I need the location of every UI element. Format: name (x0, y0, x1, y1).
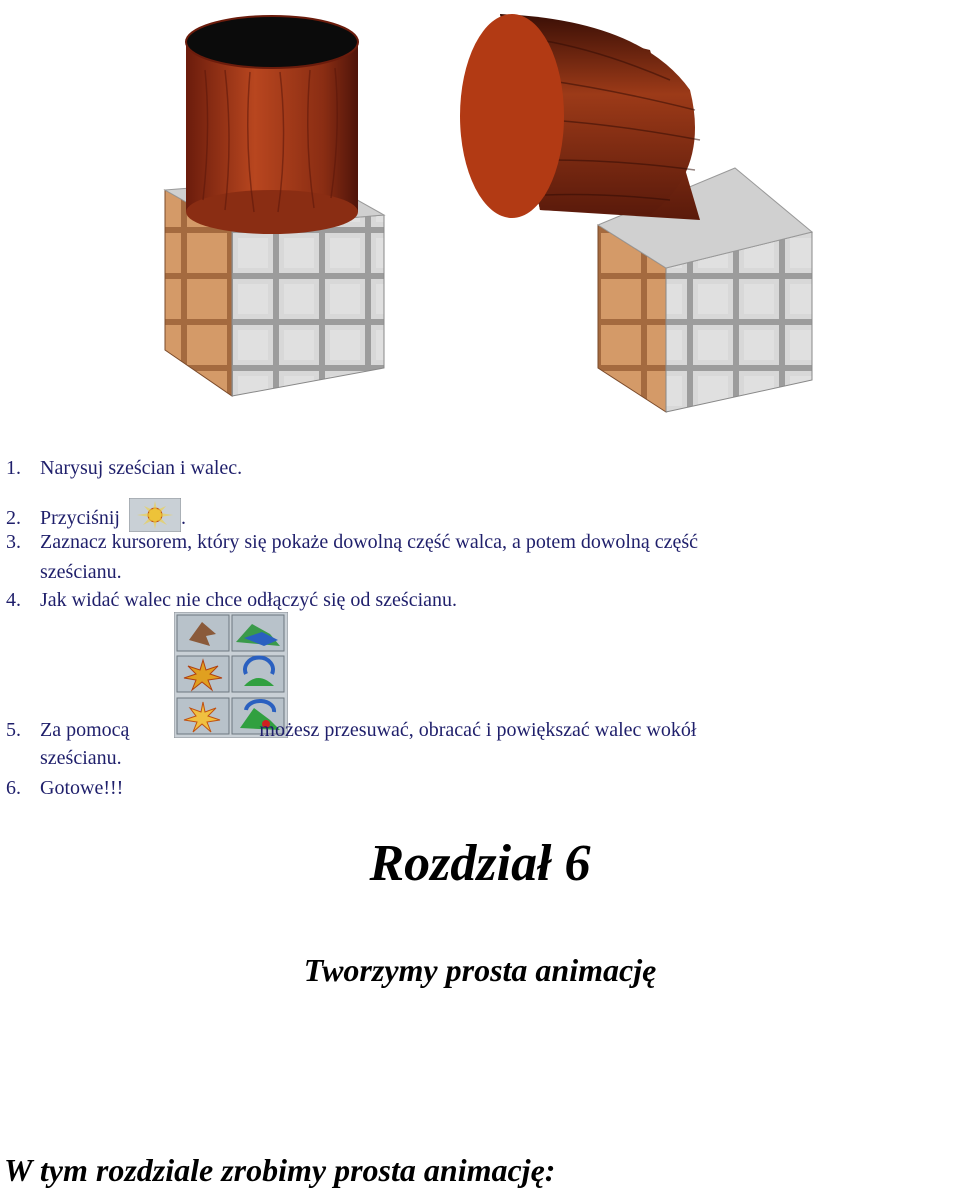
step-text: Narysuj sześcian i walec. (40, 457, 243, 479)
step-number: 5. (6, 719, 21, 741)
chapter-intro: W tym rozdziale zrobimy prosta animację: (4, 1152, 556, 1188)
attach-sparkle-icon[interactable] (129, 498, 181, 532)
step-text: Przyciśnij (40, 507, 120, 529)
chapter-subtitle: Tworzymy prosta animację (303, 952, 657, 988)
illustration (0, 0, 960, 430)
left-cylinder (186, 16, 358, 234)
step-text: Jak widać walec nie chce odłączyć się od sześcianu. (40, 589, 458, 611)
step-3-continued: sześcianu. (40, 561, 122, 583)
step-3 (6, 530, 698, 554)
step-number: 4. (6, 589, 21, 611)
step-text-end: . (181, 507, 186, 529)
step-2 (6, 498, 186, 532)
chapter-title: Rozdział 6 (369, 835, 591, 892)
step-number: 2. (6, 507, 21, 529)
step-text: Za pomocą (40, 719, 130, 741)
step-4 (6, 588, 457, 612)
right-cylinder (460, 14, 700, 220)
step-5-continued: sześcianu. (40, 747, 122, 769)
step-number: 1. (6, 457, 21, 479)
rotate-icon[interactable] (232, 656, 284, 692)
step-5 (6, 718, 696, 742)
step-number: 6. (6, 777, 21, 799)
step-6 (6, 776, 123, 800)
move-icon[interactable] (177, 615, 229, 651)
explode-icon[interactable] (177, 656, 229, 692)
step-number: 3. (6, 531, 21, 553)
step-text: Zaznacz kursorem, który się pokaże dowolną część walca, a potem dowolną część (40, 531, 699, 553)
step-text-end: możesz przesuwać, obracać i powiększać walec wokół (259, 719, 697, 741)
step-text: Gotowe!!! (40, 777, 124, 799)
terrain-icon[interactable] (232, 615, 284, 651)
step-1 (6, 456, 242, 480)
